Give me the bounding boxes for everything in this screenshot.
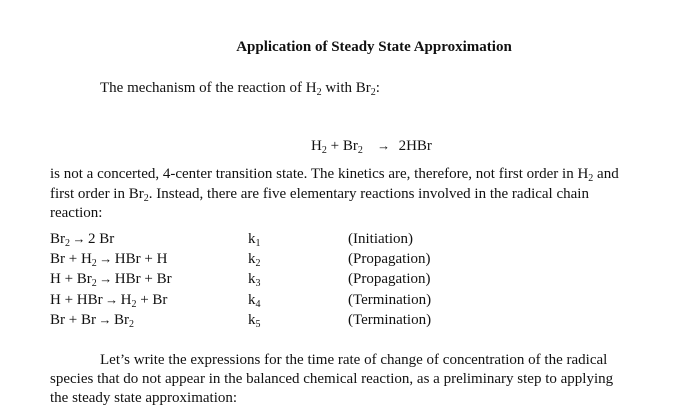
paragraph-1-line-1: is not a concerted, 4-center transition state. The kinetics are, therefore, not first order in $H_2$ and bbox=[50, 166, 619, 184]
rate-constant: $k_3$ bbox=[248, 271, 261, 290]
paragraph-2-line-1: Let’s write the expressions for the time rate of change of concentration of the radical bbox=[100, 352, 608, 368]
rate-constant: $k_2$ bbox=[248, 251, 261, 270]
paragraph-2-line-3: the steady state approximation: bbox=[50, 390, 238, 406]
paragraph-1-line-3: reaction: bbox=[50, 205, 103, 221]
reaction-arrow-icon: → bbox=[99, 271, 113, 287]
elementary-reactions-table bbox=[50, 229, 548, 330]
reaction-row bbox=[50, 249, 548, 269]
paragraph-1-line-2: first order in $Br_2$. Instead, there are five elementary reactions involved in the radical chain bbox=[50, 186, 589, 204]
reaction-equation: $H + Br_2$ → HBr + Br bbox=[50, 271, 172, 290]
reaction-type: (Termination) bbox=[348, 311, 432, 328]
rate-constant: $k_5$ bbox=[248, 311, 261, 330]
reaction-row bbox=[50, 290, 548, 310]
page-title: Application of Steady State Approximation bbox=[236, 39, 512, 55]
reaction-type: (Termination) bbox=[348, 291, 432, 308]
reaction-type: (Initiation) bbox=[348, 231, 413, 247]
intro-line: The mechanism of the reaction of $H_2$ with $Br_2$: bbox=[100, 80, 380, 98]
rate-constant: $k_4$ bbox=[248, 291, 261, 310]
reaction-arrow-icon: → bbox=[377, 138, 391, 153]
reaction-row bbox=[50, 310, 548, 330]
rate-constant: $k_1$ bbox=[248, 231, 261, 249]
reaction-row bbox=[50, 269, 548, 289]
reaction-type: (Propagation) bbox=[348, 251, 431, 268]
reaction-arrow-icon: → bbox=[99, 251, 113, 267]
reaction-equation: H + HBr → $H_2 + Br$ bbox=[50, 291, 168, 310]
reaction-arrow-icon: → bbox=[72, 231, 86, 246]
overall-reaction: $H_2 + Br_2 \to 2HBr$ bbox=[311, 138, 432, 156]
reaction-arrow-icon: → bbox=[105, 291, 119, 307]
reaction-type: (Propagation) bbox=[348, 271, 431, 288]
reaction-row bbox=[50, 229, 548, 249]
reaction-equation: $Br + Br \to Br_2$ bbox=[50, 311, 134, 330]
reaction-arrow-icon: → bbox=[98, 311, 112, 327]
paragraph-2-line-2: species that do not appear in the balanced chemical reaction, as a preliminary step to applying bbox=[50, 371, 614, 387]
reaction-equation: $Br + H_2$ → HBr + H bbox=[50, 251, 168, 270]
reaction-equation: $Br_2 \to 2$ Br bbox=[50, 231, 115, 249]
